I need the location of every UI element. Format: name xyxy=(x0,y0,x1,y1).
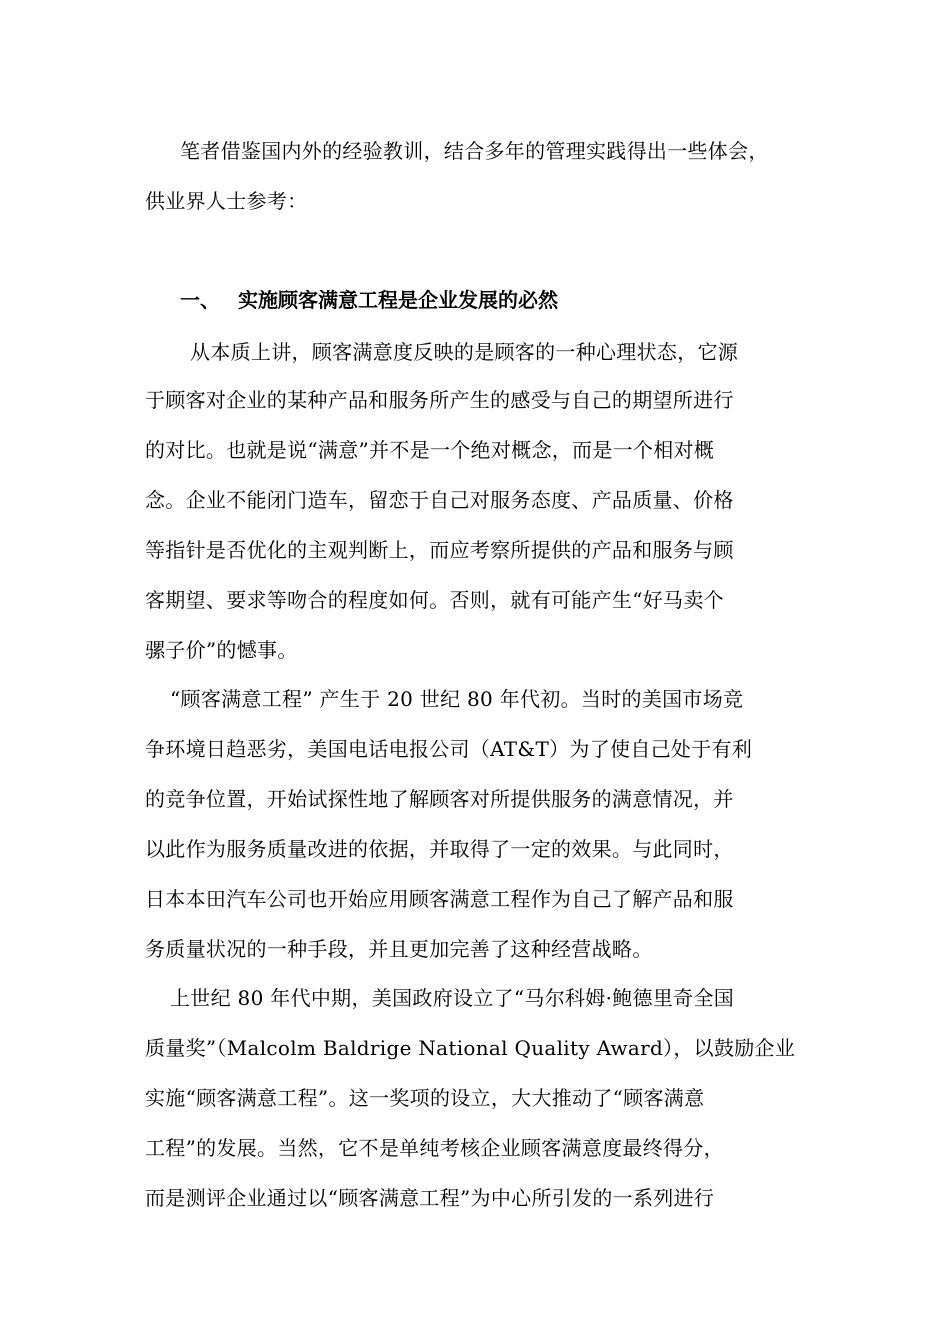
section-title: 实施顾客满意工程是企业发展的必然 xyxy=(238,288,558,312)
para2-line-4: 以此作为服务质量改进的依据，并取得了一定的效果。与此同时， xyxy=(145,837,734,861)
para1-line-3: 的对比。也就是说“满意”并不是一个绝对概念，而是一个相对概 xyxy=(145,438,715,462)
para1-line-4: 念。企业不能闭门造车，留恋于自己对服务态度、产品质量、价格 xyxy=(145,488,734,512)
para1-line-6: 客期望、要求等吻合的程度如何。否则，就有可能产生“好马卖个 xyxy=(145,588,724,612)
para3-line-5: 而是测评企业通过以“顾客满意工程”为中心所引发的一系列进行 xyxy=(145,1186,715,1210)
para2-line-2: 争环境日趋恶劣，美国电话电报公司（AT&T）为了使自己处于有利 xyxy=(145,737,753,761)
section-number: 一、 xyxy=(180,288,220,312)
para2-line-5: 日本本田汽车公司也开始应用顾客满意工程作为自己了解产品和服 xyxy=(145,887,734,911)
para3-line-3: 实施“顾客满意工程”。这一奖项的设立，大大推动了“顾客满意 xyxy=(145,1086,705,1110)
para2-line-3: 的竞争位置，开始试探性地了解顾客对所提供服务的满意情况，并 xyxy=(145,787,734,811)
para2-line-6: 务质量状况的一种手段，并且更加完善了这种经营战略。 xyxy=(145,937,653,961)
para3-line-4: 工程”的发展。当然，它不是单纯考核企业顾客满意度最终得分， xyxy=(145,1136,724,1160)
para2-line-1: “顾客满意工程” 产生于 20 世纪 80 年代初。当时的美国市场竞 xyxy=(170,687,744,711)
para3-line-1: 上世纪 80 年代中期，美国政府设立了“马尔科姆·鲍德里奇全国 xyxy=(170,986,735,1010)
section-heading xyxy=(180,287,558,313)
intro-line-2: 供业界人士参考： xyxy=(145,189,308,213)
para1-line-5: 等指针是否优化的主观判断上，而应考察所提供的产品和服务与顾 xyxy=(145,538,734,562)
intro-line-1: 笔者借鉴国内外的经验教训，结合多年的管理实践得出一些体会， xyxy=(180,139,769,163)
para1-line-2: 于顾客对企业的某种产品和服务所产生的感受与自己的期望所进行 xyxy=(145,388,734,412)
para3-line-2: 质量奖”（Malcolm Baldrige National Quality Award），以鼓励企业 xyxy=(145,1036,796,1060)
para1-line-1: 从本质上讲，顾客满意度反映的是顾客的一种心理状态，它源 xyxy=(190,340,739,364)
para1-line-7: 骡子价”的憾事。 xyxy=(145,638,298,662)
